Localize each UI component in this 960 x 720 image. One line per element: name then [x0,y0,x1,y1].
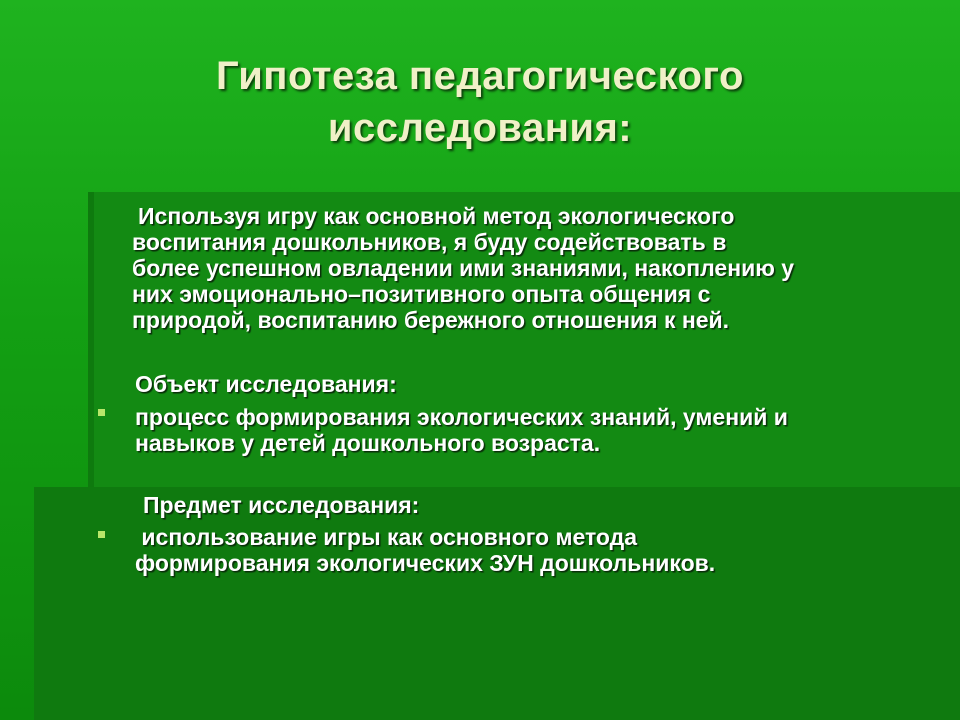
square-bullet-icon [98,409,105,416]
object-line-1: процесс формирования экологических знаний, умений и [135,404,788,430]
object-text [135,404,925,456]
slide-title [130,50,830,154]
hypothesis-line-5: природой, воспитанию бережного отношения к ней. [132,307,730,333]
subject-heading: Предмет исследования: [143,492,420,518]
square-bullet-icon [98,531,105,538]
hypothesis-line-4: них эмоционально–позитивного опыта общения с [132,281,711,307]
object-heading: Объект исследования: [135,371,397,397]
hypothesis-line-3: более успешном овладении ими знаниями, накоплению у [132,255,795,281]
title-line-2: исследования: [327,106,633,150]
hypothesis-line-1: Используя игру как основной метод экологического [138,203,735,229]
subject-line-1: использование игры как основного метода [135,524,638,550]
title-line-1: Гипотеза педагогического [216,54,744,98]
subject-text [135,524,925,576]
subject-line-2: формирования экологических ЗУН дошкольников. [135,550,716,576]
object-line-2: навыков у детей дошкольного возраста. [135,430,601,456]
hypothesis-paragraph [132,203,922,333]
hypothesis-line-2: воспитания дошкольников, я буду содействовать в [132,229,727,255]
content-panel-bottom [34,487,960,720]
